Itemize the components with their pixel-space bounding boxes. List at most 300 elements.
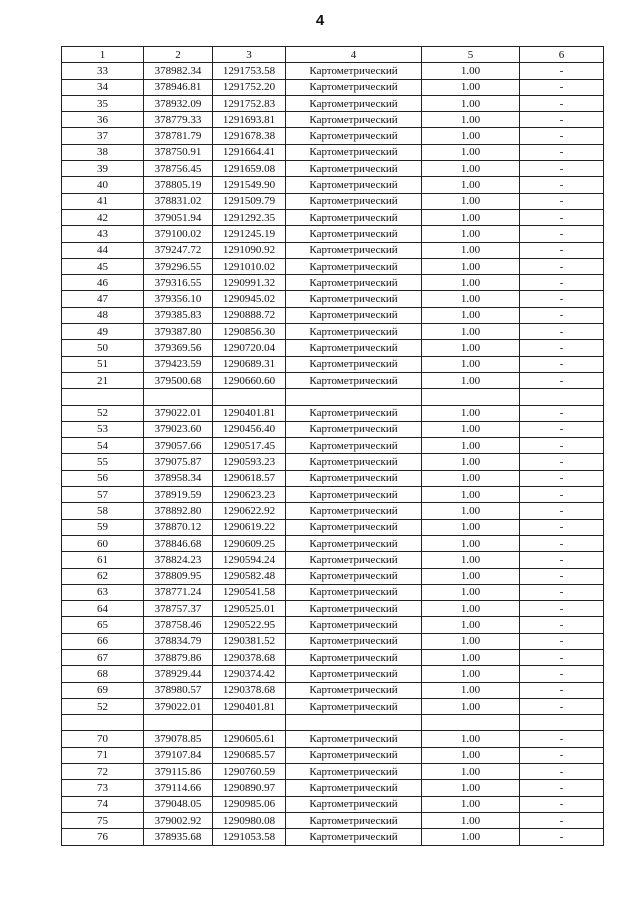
- table-row: [62, 715, 604, 731]
- table-cell: -: [520, 666, 604, 682]
- table-cell: 378757.37: [144, 601, 213, 617]
- table-cell: Картометрический: [286, 340, 422, 356]
- table-cell: 378750.91: [144, 144, 213, 160]
- table-cell: -: [520, 307, 604, 323]
- table-cell: 1.00: [422, 666, 520, 682]
- table-cell: 60: [62, 535, 144, 551]
- table-cell: 1290582.48: [213, 568, 286, 584]
- table-cell: Картометрический: [286, 161, 422, 177]
- table-cell: 61: [62, 552, 144, 568]
- table-cell: -: [520, 617, 604, 633]
- table-cell: 1290623.23: [213, 487, 286, 503]
- table-cell: 1.00: [422, 340, 520, 356]
- table-cell: 1290593.23: [213, 454, 286, 470]
- table-cell: 379423.59: [144, 356, 213, 372]
- table-cell: 1290689.31: [213, 356, 286, 372]
- table-cell: 379115.86: [144, 764, 213, 780]
- table-cell: 1.00: [422, 682, 520, 698]
- table-cell: 72: [62, 764, 144, 780]
- table-cell: 55: [62, 454, 144, 470]
- table-cell: [520, 389, 604, 405]
- table-cell: 378870.12: [144, 519, 213, 535]
- table-cell: Картометрический: [286, 666, 422, 682]
- table-cell: -: [520, 291, 604, 307]
- table-row: [62, 372, 604, 388]
- table-cell: Картометрический: [286, 682, 422, 698]
- table-cell: 378932.09: [144, 95, 213, 111]
- table-cell: [286, 389, 422, 405]
- table-cell: Картометрический: [286, 568, 422, 584]
- table-cell: 1.00: [422, 324, 520, 340]
- table-cell: 378929.44: [144, 666, 213, 682]
- table-cell: -: [520, 258, 604, 274]
- table-cell: 1.00: [422, 470, 520, 486]
- table-cell: 1.00: [422, 421, 520, 437]
- table-cell: 1.00: [422, 698, 520, 714]
- table-cell: 45: [62, 258, 144, 274]
- table-cell: 379114.66: [144, 780, 213, 796]
- table-cell: Картометрический: [286, 487, 422, 503]
- table-cell: 1290374.42: [213, 666, 286, 682]
- table-row: [62, 242, 604, 258]
- table-cell: -: [520, 747, 604, 763]
- table-cell: -: [520, 780, 604, 796]
- table-cell: Картометрический: [286, 584, 422, 600]
- table-cell: -: [520, 144, 604, 160]
- table-row: [62, 617, 604, 633]
- table-cell: 1.00: [422, 144, 520, 160]
- table-cell: Картометрический: [286, 275, 422, 291]
- table-cell: 1291664.41: [213, 144, 286, 160]
- table-cell: -: [520, 682, 604, 698]
- table-cell: 379100.02: [144, 226, 213, 242]
- table-cell: Картометрический: [286, 405, 422, 421]
- table-cell: 1290378.68: [213, 682, 286, 698]
- table-cell: Картометрический: [286, 63, 422, 79]
- table-cell: -: [520, 128, 604, 144]
- table-row: [62, 454, 604, 470]
- table-cell: 1.00: [422, 258, 520, 274]
- table-cell: 378946.81: [144, 79, 213, 95]
- table-cell: Картометрический: [286, 291, 422, 307]
- table-row: [62, 128, 604, 144]
- table-row: [62, 682, 604, 698]
- table-cell: 1290991.32: [213, 275, 286, 291]
- table-cell: 40: [62, 177, 144, 193]
- table-cell: 33: [62, 63, 144, 79]
- table-cell: 48: [62, 307, 144, 323]
- table-cell: Картометрический: [286, 79, 422, 95]
- table-cell: Картометрический: [286, 438, 422, 454]
- table-cell: 1.00: [422, 764, 520, 780]
- table-cell: 1.00: [422, 226, 520, 242]
- table-cell: 38: [62, 144, 144, 160]
- table-cell: -: [520, 438, 604, 454]
- table-cell: 378834.79: [144, 633, 213, 649]
- table-cell: 1290856.30: [213, 324, 286, 340]
- table-cell: Картометрический: [286, 128, 422, 144]
- table-cell: 379075.87: [144, 454, 213, 470]
- table-cell: 379296.55: [144, 258, 213, 274]
- table-cell: -: [520, 405, 604, 421]
- table-cell: 41: [62, 193, 144, 209]
- table-cell: 1291549.90: [213, 177, 286, 193]
- table-cell: 1.00: [422, 242, 520, 258]
- table-cell: 1.00: [422, 63, 520, 79]
- table-row: [62, 568, 604, 584]
- table-cell: 1.00: [422, 649, 520, 665]
- table-row: [62, 144, 604, 160]
- table-cell: 21: [62, 372, 144, 388]
- table-cell: -: [520, 209, 604, 225]
- header-cell: 4: [286, 47, 422, 63]
- table-cell: 1.00: [422, 812, 520, 828]
- table-cell: -: [520, 79, 604, 95]
- table-cell: 1290525.01: [213, 601, 286, 617]
- table-cell: 1.00: [422, 552, 520, 568]
- table-cell: 66: [62, 633, 144, 649]
- table-cell: -: [520, 242, 604, 258]
- table-cell: 1291053.58: [213, 829, 286, 845]
- table-cell: 1.00: [422, 356, 520, 372]
- table-row: [62, 291, 604, 307]
- table-row: [62, 747, 604, 763]
- table-cell: 378809.95: [144, 568, 213, 584]
- table-cell: Картометрический: [286, 649, 422, 665]
- table-row: [62, 601, 604, 617]
- table-cell: 36: [62, 112, 144, 128]
- table-row: [62, 161, 604, 177]
- table-row: [62, 112, 604, 128]
- table-cell: 1.00: [422, 633, 520, 649]
- table-cell: 379247.72: [144, 242, 213, 258]
- table-cell: Картометрический: [286, 144, 422, 160]
- table-cell: 74: [62, 796, 144, 812]
- table-cell: [144, 715, 213, 731]
- table-cell: Картометрический: [286, 812, 422, 828]
- table-cell: -: [520, 340, 604, 356]
- table-cell: 379002.92: [144, 812, 213, 828]
- table-row: [62, 356, 604, 372]
- table-cell: 379369.56: [144, 340, 213, 356]
- table-cell: 47: [62, 291, 144, 307]
- table-cell: 1.00: [422, 177, 520, 193]
- table-cell: 1290760.59: [213, 764, 286, 780]
- table-cell: 1290381.52: [213, 633, 286, 649]
- table-cell: -: [520, 649, 604, 665]
- table-row: [62, 796, 604, 812]
- header-cell: 2: [144, 47, 213, 63]
- table-cell: 378980.57: [144, 682, 213, 698]
- table-cell: 1290685.57: [213, 747, 286, 763]
- table-cell: -: [520, 633, 604, 649]
- table-row: [62, 552, 604, 568]
- table-cell: 378771.24: [144, 584, 213, 600]
- table-cell: [144, 389, 213, 405]
- table-cell: 68: [62, 666, 144, 682]
- table-row: [62, 389, 604, 405]
- table-cell: 378805.19: [144, 177, 213, 193]
- table-cell: 1.00: [422, 275, 520, 291]
- table-cell: Картометрический: [286, 454, 422, 470]
- table-row: [62, 633, 604, 649]
- table-cell: 1290609.25: [213, 535, 286, 551]
- table-cell: 1.00: [422, 161, 520, 177]
- table-row: [62, 193, 604, 209]
- table-cell: 1290456.40: [213, 421, 286, 437]
- table-cell: 59: [62, 519, 144, 535]
- table-cell: -: [520, 193, 604, 209]
- table-cell: 1.00: [422, 438, 520, 454]
- table-cell: 1.00: [422, 372, 520, 388]
- table-cell: 1290888.72: [213, 307, 286, 323]
- table-cell: 1.00: [422, 519, 520, 535]
- table-cell: 69: [62, 682, 144, 698]
- table-cell: 378919.59: [144, 487, 213, 503]
- table-cell: -: [520, 552, 604, 568]
- header-cell: 6: [520, 47, 604, 63]
- table-cell: Картометрический: [286, 307, 422, 323]
- table-cell: 1290890.97: [213, 780, 286, 796]
- table-cell: 378846.68: [144, 535, 213, 551]
- table-cell: 1.00: [422, 487, 520, 503]
- table-cell: Картометрический: [286, 209, 422, 225]
- table-cell: 378982.34: [144, 63, 213, 79]
- table-row: [62, 829, 604, 845]
- table-cell: 51: [62, 356, 144, 372]
- table-cell: 1290985.06: [213, 796, 286, 812]
- table-cell: 52: [62, 698, 144, 714]
- table-cell: Картометрический: [286, 731, 422, 747]
- table-cell: 49: [62, 324, 144, 340]
- table-cell: 1.00: [422, 584, 520, 600]
- table-cell: 1.00: [422, 535, 520, 551]
- table-cell: Картометрический: [286, 242, 422, 258]
- table-cell: Картометрический: [286, 601, 422, 617]
- table-cell: Картометрический: [286, 177, 422, 193]
- table-cell: 65: [62, 617, 144, 633]
- table-cell: 378824.23: [144, 552, 213, 568]
- table-row: [62, 307, 604, 323]
- table-cell: 1291010.02: [213, 258, 286, 274]
- table-cell: -: [520, 519, 604, 535]
- table-row: [62, 177, 604, 193]
- table-cell: 42: [62, 209, 144, 225]
- table-cell: 1291752.83: [213, 95, 286, 111]
- table-cell: 1.00: [422, 829, 520, 845]
- table-cell: 378958.34: [144, 470, 213, 486]
- table-cell: 379387.80: [144, 324, 213, 340]
- table-cell: 378892.80: [144, 503, 213, 519]
- table-cell: -: [520, 372, 604, 388]
- table-cell: -: [520, 356, 604, 372]
- table-cell: 1290720.04: [213, 340, 286, 356]
- table-cell: 1291090.92: [213, 242, 286, 258]
- table-cell: -: [520, 601, 604, 617]
- table-row: [62, 649, 604, 665]
- page-number: 4: [315, 12, 325, 29]
- table-cell: 378781.79: [144, 128, 213, 144]
- table-row: [62, 731, 604, 747]
- table-cell: 54: [62, 438, 144, 454]
- table-row: [62, 258, 604, 274]
- table-cell: -: [520, 112, 604, 128]
- table-cell: 379316.55: [144, 275, 213, 291]
- table-cell: Картометрический: [286, 764, 422, 780]
- table-cell: 1.00: [422, 796, 520, 812]
- table-cell: -: [520, 275, 604, 291]
- table-cell: 1.00: [422, 79, 520, 95]
- table-cell: 379500.68: [144, 372, 213, 388]
- table-cell: 379048.05: [144, 796, 213, 812]
- table-row: [62, 470, 604, 486]
- table-cell: 52: [62, 405, 144, 421]
- table-row: [62, 95, 604, 111]
- table-cell: Картометрический: [286, 503, 422, 519]
- table-row: [62, 666, 604, 682]
- table-cell: -: [520, 454, 604, 470]
- table-cell: 37: [62, 128, 144, 144]
- table-cell: Картометрический: [286, 552, 422, 568]
- table-row: [62, 812, 604, 828]
- table-cell: 1291693.81: [213, 112, 286, 128]
- table-cell: Картометрический: [286, 470, 422, 486]
- table-cell: -: [520, 324, 604, 340]
- header-row: [62, 47, 604, 63]
- table-cell: 39: [62, 161, 144, 177]
- table-cell: Картометрический: [286, 698, 422, 714]
- table-cell: 1.00: [422, 291, 520, 307]
- table-cell: Картометрический: [286, 226, 422, 242]
- table-cell: Картометрический: [286, 829, 422, 845]
- table-row: [62, 519, 604, 535]
- table-cell: Картометрический: [286, 519, 422, 535]
- table-cell: -: [520, 698, 604, 714]
- table-cell: -: [520, 568, 604, 584]
- table-cell: 379023.60: [144, 421, 213, 437]
- table-cell: -: [520, 421, 604, 437]
- table-cell: -: [520, 731, 604, 747]
- table-cell: 57: [62, 487, 144, 503]
- table-cell: -: [520, 470, 604, 486]
- table-cell: [213, 715, 286, 731]
- table-cell: 378756.45: [144, 161, 213, 177]
- table-cell: -: [520, 584, 604, 600]
- table-body: [62, 63, 604, 845]
- table-cell: -: [520, 503, 604, 519]
- table-cell: 1291753.58: [213, 63, 286, 79]
- table-cell: 1.00: [422, 617, 520, 633]
- table-cell: 1.00: [422, 307, 520, 323]
- table-cell: 64: [62, 601, 144, 617]
- table-cell: 1.00: [422, 747, 520, 763]
- table-cell: 378879.86: [144, 649, 213, 665]
- table-cell: 1.00: [422, 209, 520, 225]
- table-cell: 58: [62, 503, 144, 519]
- table-cell: 1290594.24: [213, 552, 286, 568]
- table-cell: 1290618.57: [213, 470, 286, 486]
- table-row: [62, 421, 604, 437]
- table-row: [62, 503, 604, 519]
- table-row: [62, 780, 604, 796]
- table-cell: Картометрический: [286, 356, 422, 372]
- table-cell: -: [520, 812, 604, 828]
- table-cell: 1290619.22: [213, 519, 286, 535]
- table-cell: 75: [62, 812, 144, 828]
- table-cell: 378935.68: [144, 829, 213, 845]
- table-cell: 56: [62, 470, 144, 486]
- table-cell: Картометрический: [286, 633, 422, 649]
- table-cell: 1.00: [422, 128, 520, 144]
- table-cell: 76: [62, 829, 144, 845]
- table-cell: 34: [62, 79, 144, 95]
- table-row: [62, 226, 604, 242]
- table-cell: Картометрический: [286, 112, 422, 128]
- table-row: [62, 209, 604, 225]
- table-row: [62, 275, 604, 291]
- table-cell: 378779.33: [144, 112, 213, 128]
- table-cell: 71: [62, 747, 144, 763]
- table-cell: 1290980.08: [213, 812, 286, 828]
- table-row: [62, 698, 604, 714]
- table-cell: 1.00: [422, 193, 520, 209]
- table-row: [62, 324, 604, 340]
- table-cell: Картометрический: [286, 193, 422, 209]
- table-cell: [422, 715, 520, 731]
- table-cell: 1291752.20: [213, 79, 286, 95]
- table-cell: 1291292.35: [213, 209, 286, 225]
- table-cell: 1290517.45: [213, 438, 286, 454]
- header-cell: 5: [422, 47, 520, 63]
- table-cell: 1290622.92: [213, 503, 286, 519]
- table-cell: 379022.01: [144, 405, 213, 421]
- table-cell: 1291659.08: [213, 161, 286, 177]
- table-cell: 379107.84: [144, 747, 213, 763]
- table-cell: 67: [62, 649, 144, 665]
- table-row: [62, 79, 604, 95]
- table-cell: 379057.66: [144, 438, 213, 454]
- table-cell: 70: [62, 731, 144, 747]
- table-cell: [422, 389, 520, 405]
- table-cell: -: [520, 535, 604, 551]
- table-cell: -: [520, 63, 604, 79]
- table-cell: 50: [62, 340, 144, 356]
- table-cell: [520, 715, 604, 731]
- table-cell: Картометрический: [286, 617, 422, 633]
- table-cell: 1.00: [422, 95, 520, 111]
- table-cell: 1290660.60: [213, 372, 286, 388]
- table-cell: 73: [62, 780, 144, 796]
- table-cell: 379385.83: [144, 307, 213, 323]
- table-cell: 63: [62, 584, 144, 600]
- table-cell: 1290541.58: [213, 584, 286, 600]
- table-cell: 379356.10: [144, 291, 213, 307]
- table-cell: -: [520, 161, 604, 177]
- table-cell: -: [520, 177, 604, 193]
- table-cell: 1.00: [422, 601, 520, 617]
- table-cell: [286, 715, 422, 731]
- table-row: [62, 584, 604, 600]
- table-cell: 1291509.79: [213, 193, 286, 209]
- table-cell: 1.00: [422, 454, 520, 470]
- table-cell: 1.00: [422, 405, 520, 421]
- table-cell: Картометрический: [286, 796, 422, 812]
- table-cell: 1.00: [422, 568, 520, 584]
- table-cell: 1.00: [422, 112, 520, 128]
- table-cell: Картометрический: [286, 324, 422, 340]
- table-cell: -: [520, 796, 604, 812]
- table-cell: 35: [62, 95, 144, 111]
